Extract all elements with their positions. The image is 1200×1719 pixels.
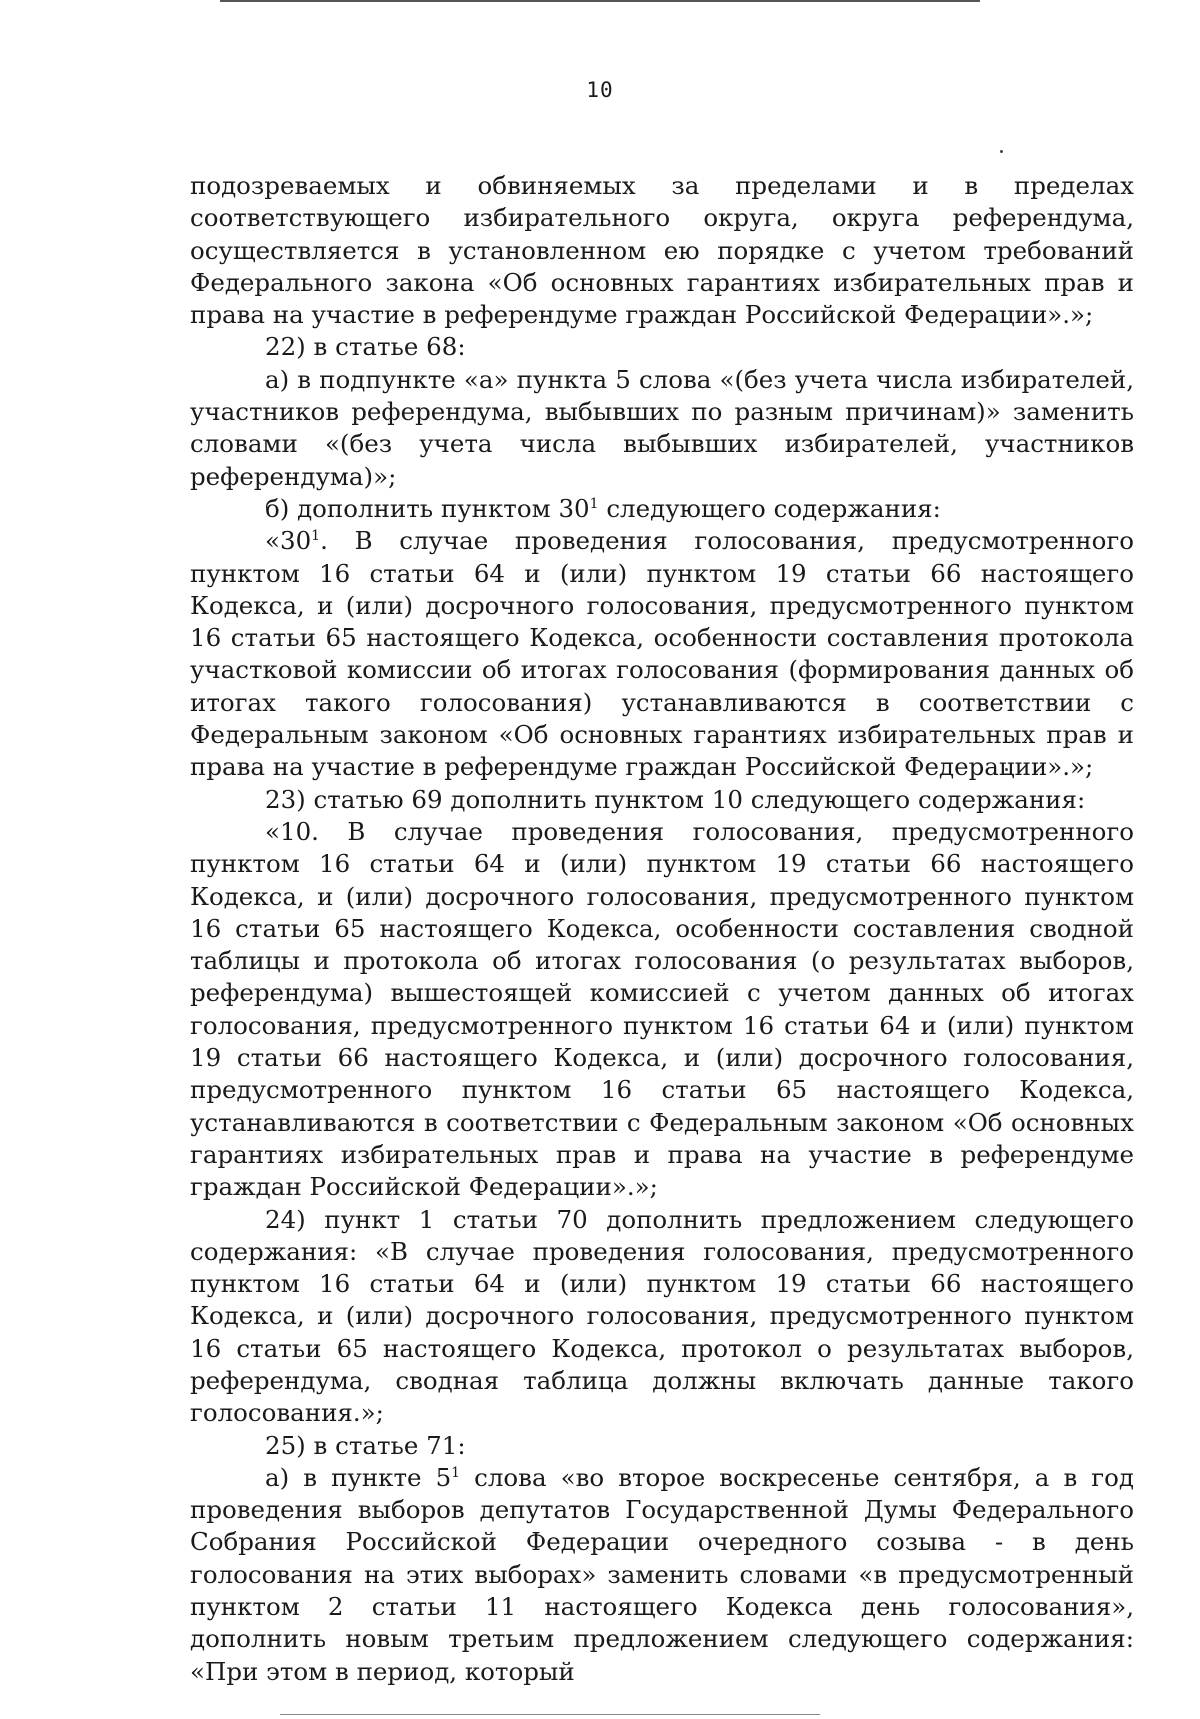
text-run: «30 bbox=[265, 526, 312, 556]
paragraph-item-25: 25) в статье 71: bbox=[265, 1430, 466, 1460]
paragraph-item-22a: а) в подпункте «а» пункта 5 слова «(без учета числа избирателей, участников референдума, выбывших по разным причинам)» заменить словами «(без учета числа выбывших избирателей, участников референдума)»; bbox=[190, 364, 1134, 491]
superscript: 1 bbox=[589, 495, 599, 512]
bottom-scan-edge bbox=[280, 1714, 820, 1715]
scan-speck bbox=[1000, 150, 1003, 153]
top-scan-edge bbox=[220, 0, 980, 2]
page-number: 10 bbox=[586, 78, 614, 102]
paragraph-item-24: 24) пункт 1 статьи 70 дополнить предложением следующего содержания: «В случае проведения голосования, предусмотренного пунктом 16 статьи 64 и (или) пунктом 19 статьи 66 настоящего Кодекса, и (или) досрочного голосования, предусмотренного пунктом 16 статьи 65 настоящего Кодекса, протокол о результатах выборов, референдума, сводная таблица должны включать данные такого голосования.»; bbox=[190, 1204, 1134, 1428]
paragraph-item-25a bbox=[190, 1462, 1134, 1688]
paragraph-item-22: 22) в статье 68: bbox=[265, 332, 466, 362]
paragraph-clause-10: «10. В случае проведения голосования, предусмотренного пунктом 16 статьи 64 и (или) пунктом 19 статьи 66 настоящего Кодекса, и (или) досрочного голосования, предусмотренного пунктом 16 статьи 65 настоящего Кодекса, особенности составления сводной таблицы и протокола об итогах голосования (о результатах выборов, референдума) вышестоящей комиссией с учетом данных об итогах голосования, предусмотренного пунктом 16 статьи 64 и (или) пунктом 19 статьи 66 настоящего Кодекса, и (или) досрочного голосования, предусмотренного пунктом 16 статьи 65 настоящего Кодекса, устанавливаются в соответствии с Федеральным законом «Об основных гарантиях избирательных прав и права на участие в референдуме граждан Российской Федерации».»; bbox=[190, 816, 1134, 1202]
text-run: слова «во второе воскресенье сентября, а в год проведения выборов депутатов Государственной Думы Федерального Собрания Российской Федерации очередного созыва - в день голосования на этих выборах» заменить словами «в предусмотренный пунктом 2 статьи 11 настоящего Кодекса день голосования», дополнить новым третьим предложением следующего содержания: «При этом в период, который bbox=[190, 1462, 1134, 1686]
paragraph-clause-30-1 bbox=[190, 525, 1134, 783]
text-run: . В случае проведения голосования, предусмотренного пунктом 16 статьи 64 и (или) пунктом 19 статьи 66 настоящего Кодекса, и (или) досрочного голосования, предусмотренного пунктом 16 статьи 65 настоящего Кодекса, особенности составления протокола участковой комиссии об итогах голосования (формирования данных об итогах такого голосования) устанавливаются в соответствии с Федеральным законом «Об основных гарантиях избирательных прав и права на участие в референдуме граждан Российской Федерации».»; bbox=[190, 526, 1134, 782]
document-body bbox=[190, 170, 1134, 1688]
text-run: б) дополнить пунктом 30 bbox=[265, 493, 590, 523]
paragraph-continuation: подозреваемых и обвиняемых за пределами и в пределах соответствующего избирательного округа, округа референдума, осуществляется в установленном ею порядке с учетом требований Федерального закона «Об основных гарантиях избирательных прав и права на участие в референдуме граждан Российской Федерации».»; bbox=[190, 171, 1134, 330]
paragraph-item-22b bbox=[190, 493, 1134, 525]
superscript: 1 bbox=[311, 528, 321, 545]
paragraph-item-23: 23) статью 69 дополнить пунктом 10 следующего содержания: bbox=[265, 784, 1086, 814]
text-run: следующего содержания: bbox=[598, 493, 941, 523]
superscript: 1 bbox=[451, 1464, 461, 1481]
text-run: а) в пункте 5 bbox=[265, 1462, 452, 1492]
